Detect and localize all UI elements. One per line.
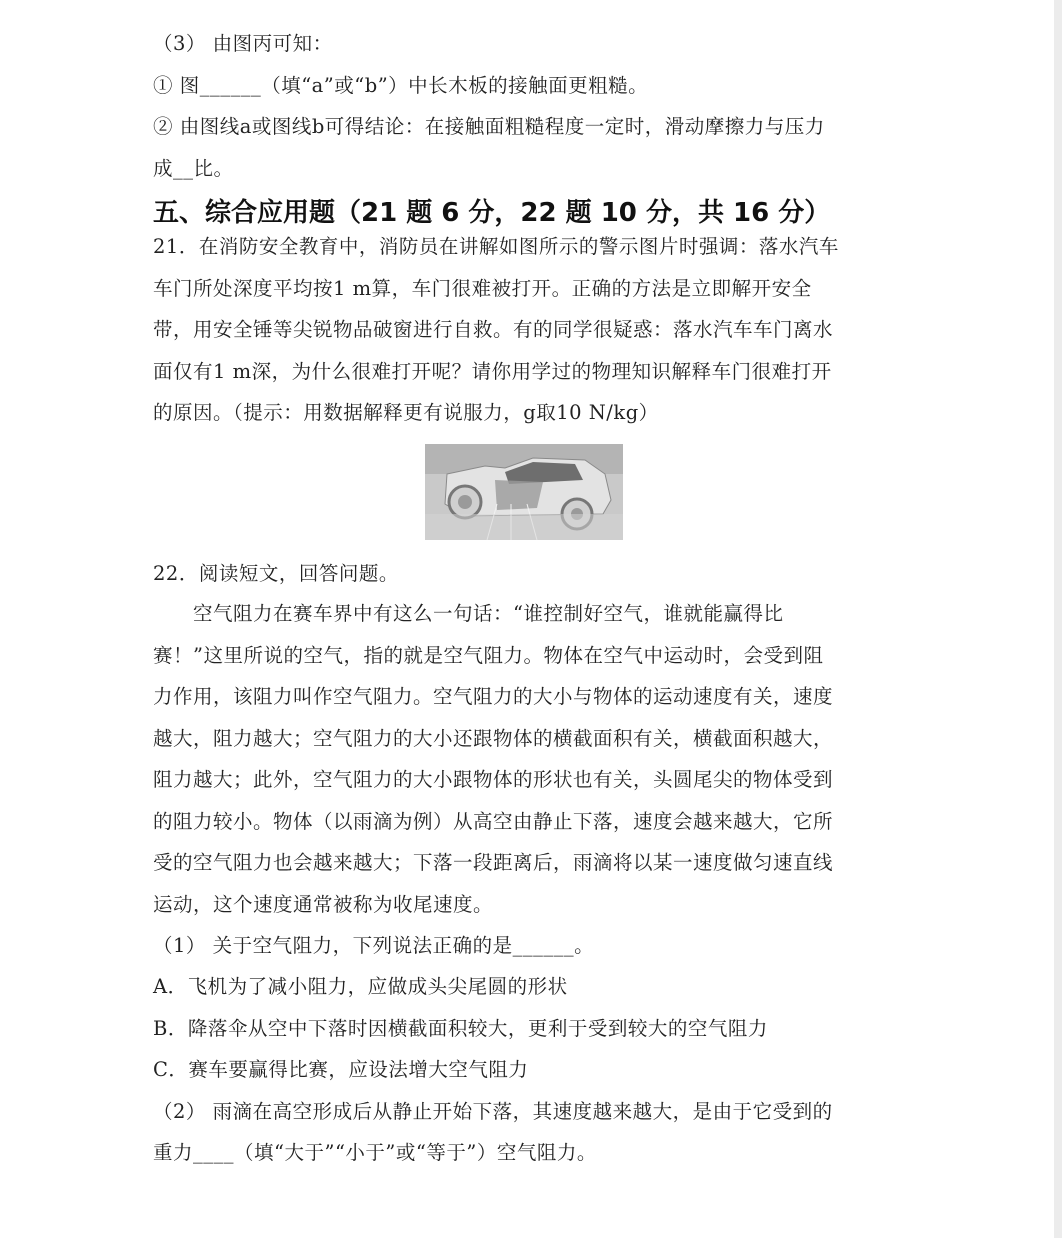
q22-option-c: C．赛车要赢得比赛，应设法增大空气阻力 (153, 1058, 529, 1081)
q22-sub1: （1） 关于空气阻力，下列说法正确的是______。 (153, 934, 595, 957)
q22-passage-line: 空气阻力在赛车界中有这么一句话：“谁控制好空气，谁就能赢得比 (193, 602, 784, 625)
q22-passage-line: 阻力越大；此外，空气阻力的大小跟物体的形状也有关，头圆尾尖的物体受到 (153, 768, 834, 791)
q22-sub2: （2） 雨滴在高空形成后从静止开始下落，其速度越来越大，是由于它受到的 (153, 1100, 833, 1123)
q22-passage-line: 的阻力较小。物体（以雨滴为例）从高空由静止下落，速度会越来越大，它所 (153, 810, 834, 833)
q21-line: 车门所处深度平均按1 m算，车门很难被打开。正确的方法是立即解开安全 (153, 277, 812, 300)
submerged-car-image (425, 444, 623, 540)
q20-part3-item1: ① 图______（填“a”或“b”）中长木板的接触面更粗糙。 (153, 74, 649, 97)
q22-passage-line: 越大，阻力越大；空气阻力的大小还跟物体的横截面积有关，横截面积越大， (153, 727, 834, 750)
car-illustration-icon (425, 444, 623, 540)
q22-option-a: A．飞机为了减小阻力，应做成头尖尾圆的形状 (153, 975, 568, 998)
q21-line: 21．在消防安全教育中，消防员在讲解如图所示的警示图片时强调：落水汽车 (153, 235, 839, 258)
scrollbar[interactable] (1054, 0, 1062, 1238)
q22-passage-line: 运动，这个速度通常被称为收尾速度。 (153, 893, 494, 916)
q22-passage-line: 力作用，该阻力叫作空气阻力。空气阻力的大小与物体的运动速度有关，速度 (153, 685, 834, 708)
q21-line: 带，用安全锤等尖锐物品破窗进行自救。有的同学很疑惑：落水汽车车门离水 (153, 318, 834, 341)
q20-part3-item2-cont: 成__比。 (153, 157, 234, 180)
q22-passage-line: 赛！”这里所说的空气，指的就是空气阻力。物体在空气中运动时，会受到阻 (153, 644, 824, 667)
q20-part3-intro: （3） 由图丙可知： (153, 32, 333, 55)
section-heading: 五、综合应用题（21 题 6 分，22 题 10 分，共 16 分） (153, 198, 831, 228)
q22-title: 22．阅读短文，回答问题。 (153, 562, 399, 585)
q22-sub2-cont: 重力____（填“大于”“小于”或“等于”）空气阻力。 (153, 1141, 597, 1164)
q22-option-b: B．降落伞从空中下落时因横截面积较大，更利于受到较大的空气阻力 (153, 1017, 768, 1040)
q22-passage-line: 受的空气阻力也会越来越大；下落一段距离后，雨滴将以某一速度做匀速直线 (153, 851, 834, 874)
q21-line: 面仅有1 m深，为什么很难打开呢？请你用学过的物理知识解释车门很难打开 (153, 360, 832, 383)
q20-part3-item2: ② 由图线a或图线b可得结论：在接触面粗糙程度一定时，滑动摩擦力与压力 (153, 115, 825, 138)
q21-line: 的原因。（提示：用数据解释更有说服力，g取10 N/kg） (153, 401, 659, 424)
